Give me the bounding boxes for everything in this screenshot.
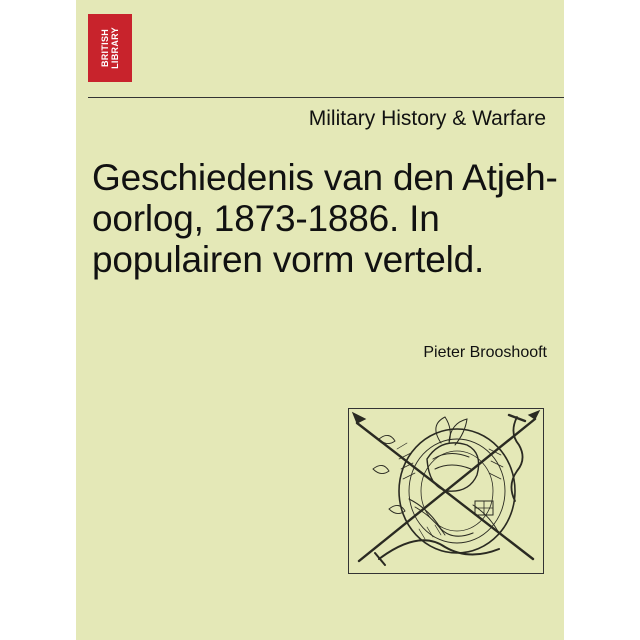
series-divider xyxy=(88,97,564,98)
logo-line-british: BRITISH xyxy=(100,28,110,68)
british-library-logo xyxy=(88,14,132,82)
military-trophy-engraving xyxy=(348,408,544,574)
series-title: Military History & Warfare xyxy=(308,107,546,130)
logo-wordmark xyxy=(100,27,120,69)
logo-line-library: LIBRARY xyxy=(110,27,120,69)
book-title: Geschiedenis van den Atjeh-oorlog, 1873-1886. In populairen vorm verteld. xyxy=(92,157,558,280)
book-author: Pieter Brooshooft xyxy=(423,344,547,361)
book-cover xyxy=(76,0,564,640)
